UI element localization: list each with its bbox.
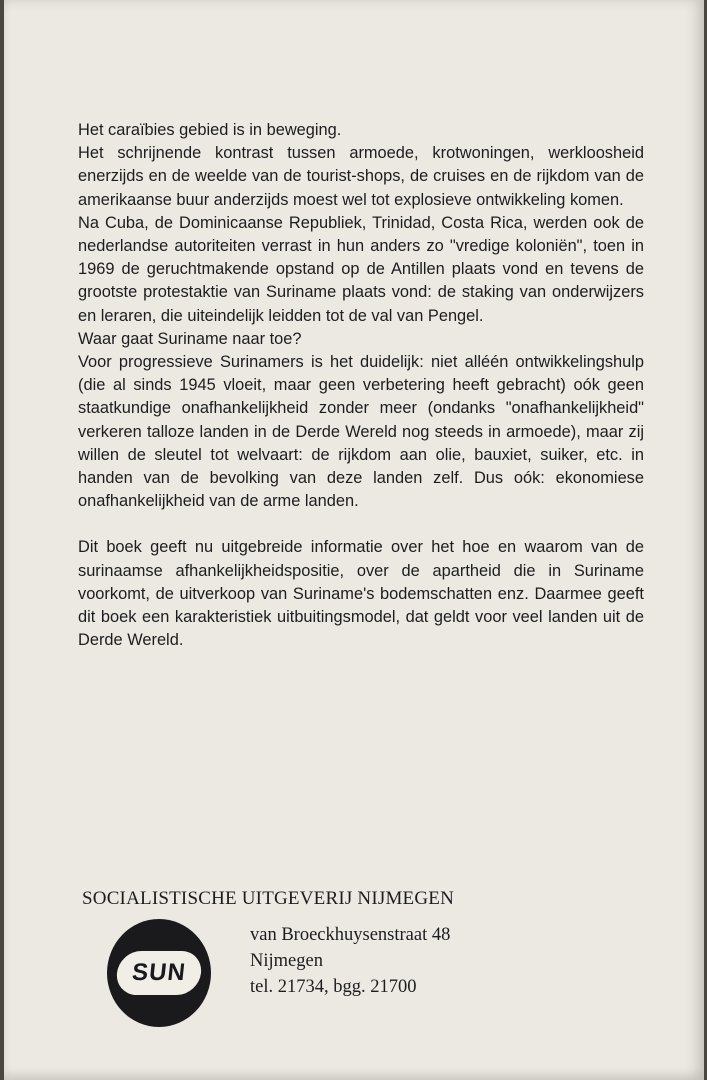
blurb-line: Het schrijnende kontrast tussen armoede, krotwoningen, werkloosheid enerzijds en de weelde van de tourist-shops, de cruises en de rijkdom van de amerikaanse buur anderzijds moest wel tot explosieve ontwikkeling komen. <box>78 144 644 209</box>
address-street: van Broeckhuysenstraat 48 <box>250 925 451 945</box>
blurb-line: Waar gaat Suriname naar toe? <box>78 329 302 348</box>
sun-logo <box>107 919 211 1027</box>
publisher-address <box>250 922 450 1000</box>
blurb-paragraph-2: Dit boek geeft nu uitgebreide informatie over het hoe en waarom van de surinaamse afhankelijkheidspositie, over de apartheid die in Suriname voorkomt, de uitverkoop van Suriname's bodemschatten enz. Daarmee geeft dit boek een karakteristiek uitbuitingsmodel, dat geldt voor veel landen uit de Derde Wereld. <box>78 538 644 650</box>
sun-logo-text: SUN <box>115 951 204 995</box>
book-back-cover <box>4 0 704 1080</box>
blurb-line: Het caraïbies gebied is in beweging. <box>78 121 342 139</box>
address-city: Nijmegen <box>250 951 323 971</box>
blurb-text <box>78 119 644 652</box>
address-phone: tel. 21734, bgg. 21700 <box>250 977 417 997</box>
publisher-name: SOCIALISTISCHE UITGEVERIJ NIJMEGEN <box>82 888 455 909</box>
blurb-line: Na Cuba, de Dominicaanse Republiek, Trinidad, Costa Rica, werden ook de nederlandse autoriteiten verrast in hun anders zo "vredige koloniën", toen in 1969 de geruchtmakende opstand op de Antillen plaats vond en tevens de grootste protestaktie van Suriname plaats vond: de staking van onderwijzers en leraren, die uiteindelijk leidden tot de val van Pengel. <box>78 213 644 325</box>
blurb-line: Voor progressieve Surinamers is het duidelijk: niet alléén ontwikkelingshulp (die al sinds 1945 vloeit, maar geen verbetering heeft gebracht) oók geen staatkundige onafhankelijkheid zonder meer (ondanks "onafhankelijkheid" verkeren talloze landen in de Derde Wereld nog steeds in armoede), maar zij willen de sleutel tot welvaart: de rijkdom aan olie, bauxiet, suiker, etc. in handen van de bevolking van deze landen zelf. Dus oók: ekonomiese onafhankelijkheid van de arme landen. <box>78 353 644 511</box>
